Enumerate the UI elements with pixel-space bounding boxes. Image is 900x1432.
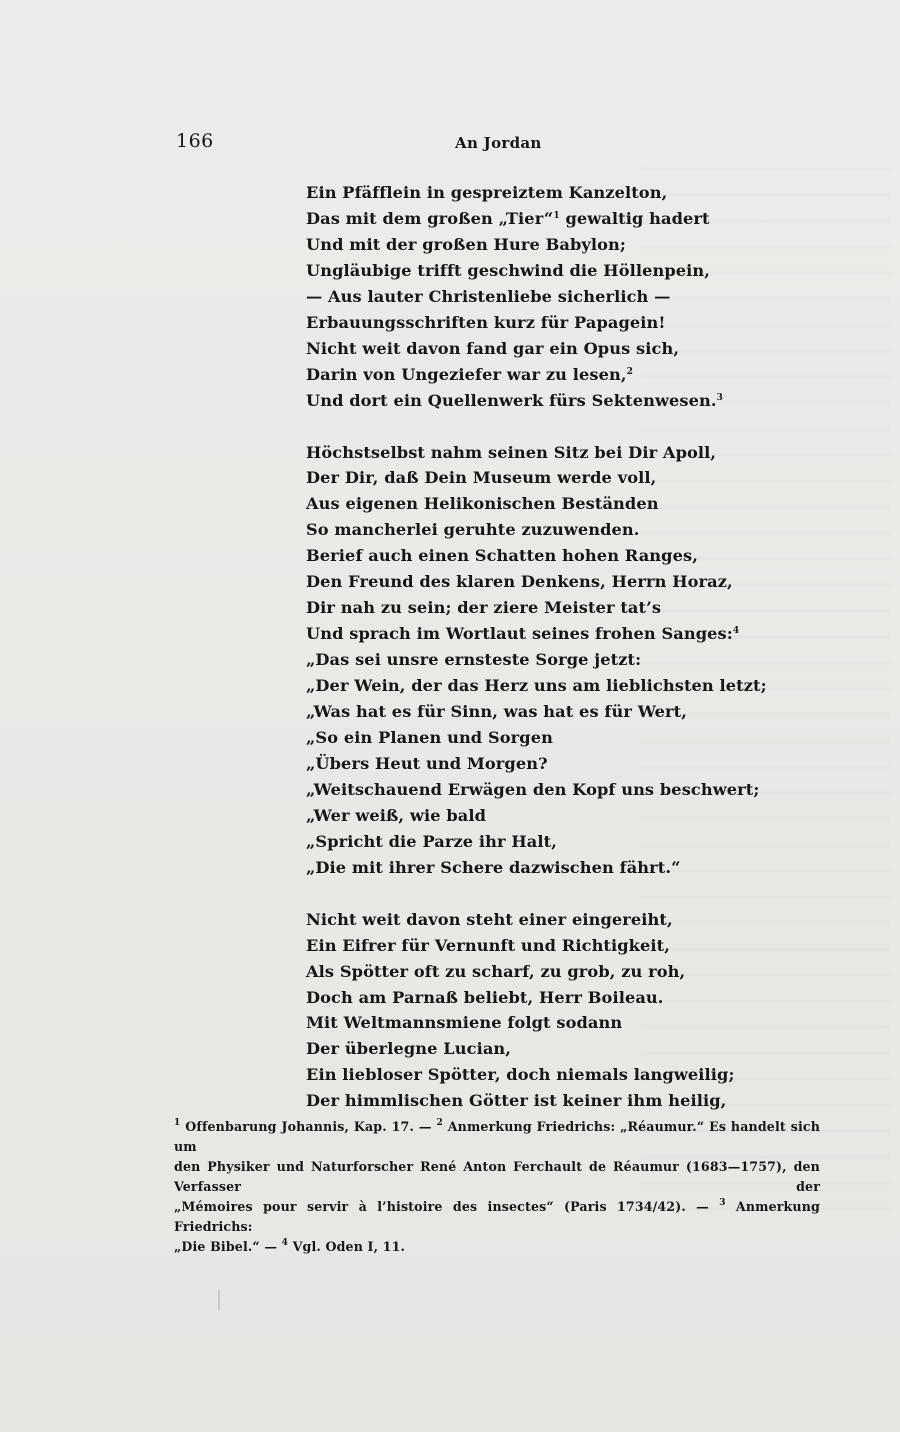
- poem-line-text: Der überlegne Lucian,: [306, 1039, 512, 1059]
- running-head: An Jordan: [455, 134, 542, 152]
- page-number: 166: [176, 130, 214, 152]
- footnote-line: [174, 1117, 820, 1157]
- poem-line-text: „Was hat es für Sinn, was hat es für Wert,: [306, 702, 687, 722]
- footnote-marker: 3: [716, 392, 723, 403]
- poem-text: [306, 180, 767, 1114]
- poem-line-text: Höchstselbst nahm seinen Sitz bei Dir Apoll,: [306, 442, 717, 462]
- poem-line: [306, 180, 706, 206]
- poem-line-text: „Wer weiß, wie bald: [306, 805, 486, 825]
- poem-line: [306, 959, 706, 985]
- poem-line: [306, 777, 760, 803]
- footnote-number: 4: [281, 1238, 289, 1248]
- poem-line: [306, 985, 706, 1011]
- page-header: [0, 130, 900, 160]
- poem-line-text: Berief auch einen Schatten hohen Ranges,: [306, 546, 698, 566]
- footnote-text: „Mémoires pour servir à l’histoire des insectes“ (Paris 1734/42). —: [174, 1199, 720, 1214]
- footnote-text: Offenbarung Johannis, Kap. 17. —: [180, 1119, 437, 1134]
- poem-line-text: „Weitschauend Erwägen den Kopf uns beschwert;: [306, 779, 760, 799]
- poem-line: [306, 336, 706, 362]
- poem-line: [306, 310, 706, 336]
- poem-line-text: Dir nah zu sein; der ziere Meister tat’s: [306, 598, 662, 618]
- poem-line: [306, 362, 706, 388]
- poem-line-text: Nicht weit davon steht einer eingereiht,: [306, 909, 673, 929]
- poem-line: [306, 388, 723, 414]
- poem-line-text: — Aus lauter Christenliebe sicherlich —: [306, 286, 671, 306]
- stanza-break: [306, 881, 706, 907]
- poem-line: [306, 1036, 706, 1062]
- poem-line-text: Und sprach im Wortlaut seines frohen Sanges:: [306, 624, 733, 644]
- poem-line-text: Ein Pfäfflein in gespreiztem Kanzelton,: [306, 183, 668, 202]
- poem-line-text: Das mit dem großen „Tier“: [306, 208, 554, 228]
- poem-line-text: Erbauungsschriften kurz für Papagein!: [306, 312, 666, 332]
- poem-line-text: Mit Weltmannsmiene folgt sodann: [306, 1013, 623, 1033]
- footnote-marker: 1: [553, 210, 560, 221]
- footnote-marker: 2: [626, 366, 634, 377]
- poem-line-text: Der Dir, daß Dein Museum werde voll,: [306, 468, 657, 488]
- poem-line-text: Den Freund des klaren Denkens, Herrn Horaz,: [306, 572, 733, 592]
- poem-line-text: „So ein Planen und Sorgen: [306, 728, 553, 747]
- poem-line: [306, 1062, 735, 1088]
- poem-line: [306, 543, 706, 569]
- page-edge-mark: [218, 1290, 220, 1310]
- poem-line-text: Der himmlischen Götter ist keiner ihm heilig,: [306, 1091, 727, 1111]
- poem-line: [306, 569, 733, 595]
- poem-line: [306, 517, 706, 543]
- footnote-line: [174, 1237, 820, 1257]
- footnote-line: [174, 1157, 820, 1197]
- footnote-text: „Die Bibel.“ —: [174, 1239, 282, 1254]
- poem-line: [306, 206, 710, 232]
- poem-line: [306, 907, 706, 933]
- poem-line: [306, 803, 706, 829]
- poem-line: [306, 1088, 727, 1114]
- poem-line-text: „Die mit ihrer Schere dazwischen fährt.“: [306, 857, 681, 877]
- poem-line: [306, 491, 706, 517]
- poem-line: [306, 465, 706, 491]
- poem-line: [306, 933, 706, 959]
- poem-line: [306, 440, 717, 466]
- footnotes: [174, 1117, 820, 1257]
- footnote-marker: 4: [732, 626, 740, 637]
- poem-line: [306, 284, 706, 310]
- footnote-number: 1: [174, 1118, 181, 1128]
- poem-line: [306, 1010, 706, 1036]
- poem-line: [306, 699, 706, 725]
- poem-line-text: „Übers Heut und Morgen?: [306, 753, 548, 773]
- footnote-text: Vgl. Oden I, 11.: [288, 1239, 406, 1254]
- poem-line: [306, 621, 740, 647]
- footnote-text: Anmerkung Friedrichs: „Réaumur.“ Es handelt sich um: [174, 1119, 820, 1154]
- footnote-line: [174, 1197, 820, 1237]
- footnote-number: 2: [436, 1118, 443, 1128]
- poem-line: [306, 595, 706, 621]
- poem-line-text: „Der Wein, der das Herz uns am lieblichsten letzt;: [306, 676, 767, 696]
- footnote-number: 3: [719, 1198, 726, 1208]
- poem-line-text: So mancherlei geruhte zuzuwenden.: [306, 520, 640, 540]
- poem-line: [306, 673, 767, 699]
- stanza-break: [306, 414, 706, 440]
- poem-line: [306, 751, 706, 777]
- poem-line: [306, 258, 711, 284]
- poem-line-text: Ein Eifrer für Vernunft und Richtigkeit,: [306, 935, 670, 955]
- footnote-text: den Physiker und Naturforscher René Anton Ferchault de Réaumur (1683—1757), den Verfasser der: [174, 1159, 820, 1194]
- poem-line-text: Und mit der großen Hure Babylon;: [306, 234, 626, 254]
- poem-line-text: Aus eigenen Helikonischen Beständen: [306, 494, 659, 514]
- poem-line-text: Ungläubige trifft geschwind die Höllenpein,: [306, 260, 711, 280]
- poem-line: [306, 829, 706, 855]
- poem-line-text: Und dort ein Quellenwerk fürs Sektenwesen.: [306, 390, 717, 410]
- poem-line: [306, 855, 706, 881]
- poem-line-text-continued: gewaltig hadert: [559, 208, 710, 228]
- poem-line: [306, 725, 706, 751]
- poem-line: [306, 232, 706, 258]
- poem-line-text: „Spricht die Parze ihr Halt,: [306, 831, 557, 851]
- poem-line-text: „Das sei unsre ernsteste Sorge jetzt:: [306, 650, 642, 670]
- poem-line-text: Ein liebloser Spötter, doch niemals langweilig;: [306, 1065, 735, 1085]
- poem-line-text: Darin von Ungeziefer war zu lesen,: [306, 364, 627, 384]
- poem-line-text: Nicht weit davon fand gar ein Opus sich,: [306, 338, 680, 358]
- poem-line-text: Als Spötter oft zu scharf, zu grob, zu roh,: [306, 961, 686, 981]
- poem-line: [306, 647, 706, 673]
- footnote-text: Anmerkung Friedrichs:: [174, 1199, 820, 1234]
- poem-line-text: Doch am Parnaß beliebt, Herr Boileau.: [306, 987, 664, 1007]
